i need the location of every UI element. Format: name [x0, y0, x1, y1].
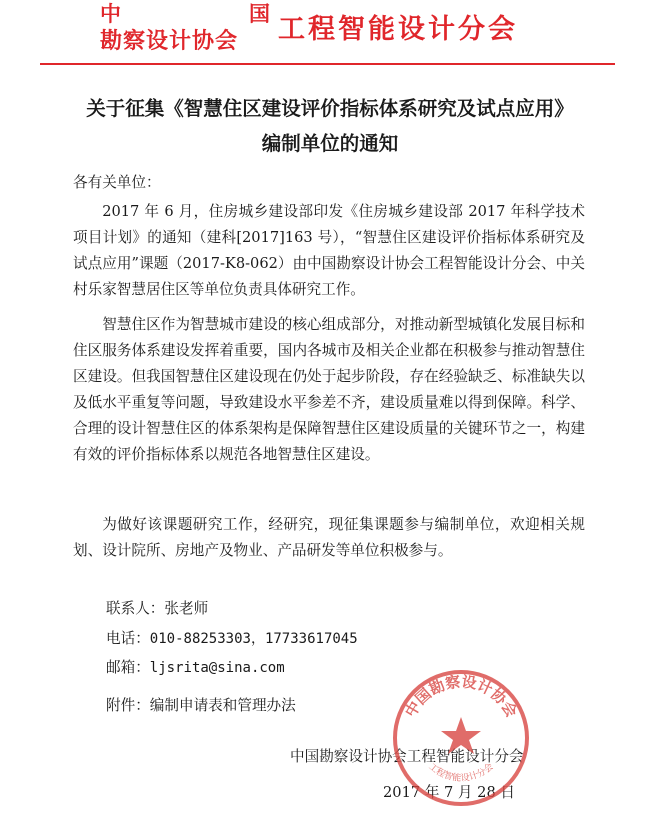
attachment [106, 694, 296, 718]
attachment-label: 附件： [106, 697, 150, 714]
attachment-value: 编制申请表和管理办法 [149, 697, 296, 714]
paragraph-3 [73, 512, 585, 564]
contact-phone [106, 627, 358, 651]
notice-title-line2: 编制单位的通知 [261, 132, 399, 155]
seal-text-bottom [426, 760, 495, 783]
contact-person-value: 张老师 [164, 600, 209, 617]
seal-text-top-path: 中国勘察设计协会 [401, 672, 521, 721]
contact-phone-value: 010-88253303，17733617045 [149, 631, 358, 647]
paragraph-2 [73, 312, 585, 468]
paragraph-text: 智慧住区作为智慧城市建设的核心组成部分，对推动新型城镇化发展目标和住区服务体系建设发挥着重要，国内各城市及相关企业都在积极参与推动智慧住区建设。但我国智慧住区建设现在仍处于起步阶段，存在经验缺乏、标准缺失以及低水平重复等问题，导致建设水平参差不齐，建设质量难以得到保障。科学、合理的设计智慧住区的体系架构是保障智慧住区建设质量的关键环节之一，构建有效的评价指标体系以规范各地智慧住区建设。 [73, 316, 585, 463]
notice-title-line1: 关于征集《智慧住区建设评价指标体系研究及试点应用》 [86, 97, 574, 120]
official-seal [388, 665, 534, 811]
letterhead [0, 0, 648, 62]
seal-text-bottom-path: 工程智能设计分会 [426, 761, 496, 784]
contact-person-label: 联系人： [106, 600, 165, 617]
paragraph-1 [73, 199, 585, 303]
signature-org: 中国勘察设计协会工程智能设计分会 [290, 748, 524, 765]
letterhead-org [100, 2, 270, 58]
letterhead-org-name: 勘察设计协会 [100, 29, 239, 54]
salutation: 各有关单位： [73, 174, 161, 191]
seal-text-top [401, 673, 520, 721]
contact-email-label: 邮箱： [106, 659, 150, 676]
letterhead-rule [40, 63, 615, 65]
contact-person [106, 597, 208, 621]
signature-date: 2017 年 7 月 28 日 [383, 784, 515, 801]
paragraph-text: 为做好该课题研究工作，经研究，现征集课题参与编制单位，欢迎相关规划、设计院所、房地产及物业、产品研发等单位积极参与。 [73, 516, 585, 559]
letterhead-branch: 工程智能设计分会 [278, 14, 518, 45]
seal-star-icon [441, 717, 481, 754]
contact-phone-label: 电话： [106, 630, 150, 647]
contact-email-value: ljsrita@sina.com [149, 660, 285, 676]
letterhead-prefix-char: 中 [100, 2, 121, 26]
letterhead-prefix [100, 2, 270, 26]
letterhead-prefix-char: 国 [249, 2, 270, 26]
paragraph-text: 2017 年 6 月，住房城乡建设部印发《住房城乡建设部 2017 年科学技术项目计划》的通知（建科[2017]163 号），“智慧住区建设评价指标体系研究及试点应用”课题（2017-K8-062）由中国勘察设计协会工程智能设计分会、中关村乐家智慧居住区等单位负责具体研究工作。 [73, 203, 585, 298]
contact-email [106, 656, 285, 680]
